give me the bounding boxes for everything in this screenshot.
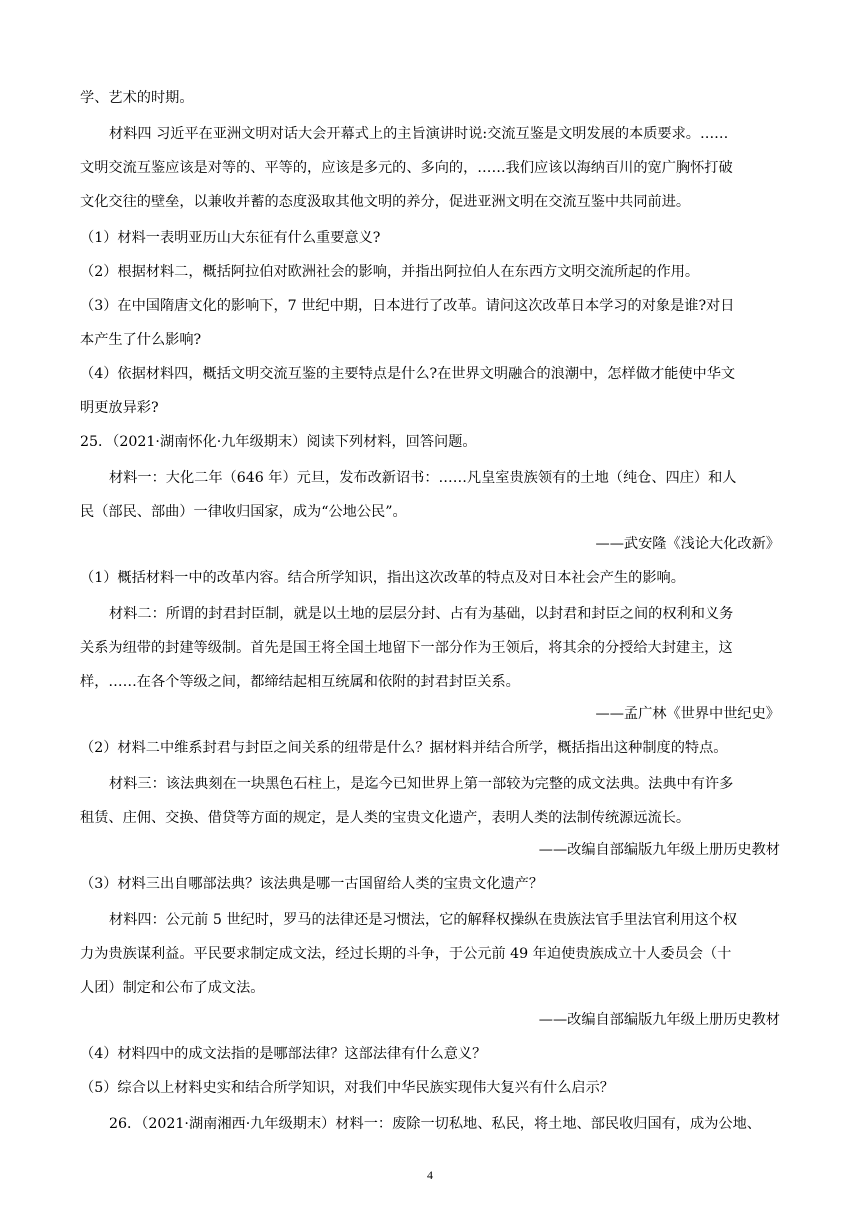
question-line: （1）材料一表明亚历山大东征有什么重要意义? [80, 230, 381, 246]
material-one-line: 材料一：大化二年（646 年）元旦，发布改新诏书：……凡皇室贵族领有的土地（纯仓、四庄）和人 [109, 470, 737, 486]
source-citation: ——孟广林《世界中世纪史》 [595, 706, 780, 722]
text-line: 本产生了什么影响? [80, 332, 202, 348]
material-four-line: 材料四 习近平在亚洲文明对话大会开幕式上的主旨演讲时说:交流互鉴是文明发展的本质要求。…… [109, 126, 729, 142]
source-citation: ——改编自部编版九年级上册历史教材 [538, 1012, 780, 1028]
question-heading-26: 26．（2021·湖南湘西·九年级期末）材料一：废除一切私地、私民，将土地、部民收归国有，成为公地、 [109, 1116, 761, 1132]
question-line: （2）根据材料二，概括阿拉伯对欧洲社会的影响，并指出阿拉伯人在东西方文明交流所起的作用。 [80, 264, 700, 280]
text-line: 文化交往的壁垒，以兼收并蓄的态度汲取其他文明的养分，促进亚洲文明在交流互鉴中共同前进。 [80, 194, 691, 210]
question-line: （4）依据材料四，概括文明交流互鉴的主要特点是什么?在世界文明融合的浪潮中，怎样做才能使中华文 [80, 366, 736, 382]
text-line: 租赁、庄佣、交换、借贷等方面的规定，是人类的宝贵文化遗产，表明人类的法制传统源远流长。 [80, 810, 691, 826]
text-line: 民（部民、部曲）一律收归国家，成为“公地公民”。 [80, 504, 407, 520]
source-citation: ——武安隆《浅论大化改新》 [595, 536, 780, 552]
material-two-line: 材料二：所谓的封君封臣制，就是以土地的层层分封、占有为基础，以封君和封臣之间的权利和义务 [109, 606, 734, 622]
question-line: （5）综合以上材料史实和结合所学知识，对我们中华民族实现伟大复兴有什么启示？ [80, 1080, 614, 1096]
text-line: 文明交流互鉴应该是对等的、平等的，应该是多元的、多向的，……我们应该以海纳百川的宽广胸怀打破 [80, 160, 733, 176]
text-line: 关系为纽带的封建等级制。首先是国王将全国土地留下一部分作为王领后，将其余的分授给大封建主，这 [80, 640, 733, 656]
text-line: 人团）制定和公布了成文法。 [80, 980, 265, 996]
text-line: 样，……在各个等级之间，都缔结起相互统属和依附的封君封臣关系。 [80, 674, 520, 690]
question-line: （4）材料四中的成文法指的是哪部法律？这部法律有什么意义？ [80, 1046, 487, 1062]
text-line: 力为贵族谋利益。平民要求制定成文法，经过长期的斗争，于公元前 49 年迫使贵族成立十人委员会（十 [80, 946, 732, 962]
question-line: （3）材料三出自哪部法典？该法典是哪一古国留给人类的宝贵文化遗产？ [80, 876, 544, 892]
question-heading-25: 25．（2021·湖南怀化·九年级期末）阅读下列材料，回答问题。 [80, 434, 477, 450]
material-three-line: 材料三：该法典刻在一块黑色石柱上，是迄今已知世界上第一部较为完整的成文法典。法典中有许多 [109, 776, 734, 792]
question-line: （1）概括材料一中的改革内容。结合所学知识，指出这次改革的特点及对日本社会产生的影响。 [80, 570, 685, 586]
material-four-line: 材料四：公元前 5 世纪时，罗马的法律还是习惯法，它的解释权操纵在贵族法官手里法官利用这个权 [109, 912, 738, 928]
text-line: 学、艺术的时期。 [80, 90, 194, 106]
question-line: （3）在中国隋唐文化的影响下，7 世纪中期，日本进行了改革。请问这次改革日本学习的对象是谁?对日 [80, 298, 735, 314]
text-line: 明更放异彩? [80, 400, 159, 416]
source-citation: ——改编自部编版九年级上册历史教材 [538, 842, 780, 858]
page-number: 4 [427, 1168, 433, 1182]
question-line: （2）材料二中维系封君与封臣之间关系的纽带是什么？据材料并结合所学，概括指出这种制度的特点。 [80, 740, 728, 756]
